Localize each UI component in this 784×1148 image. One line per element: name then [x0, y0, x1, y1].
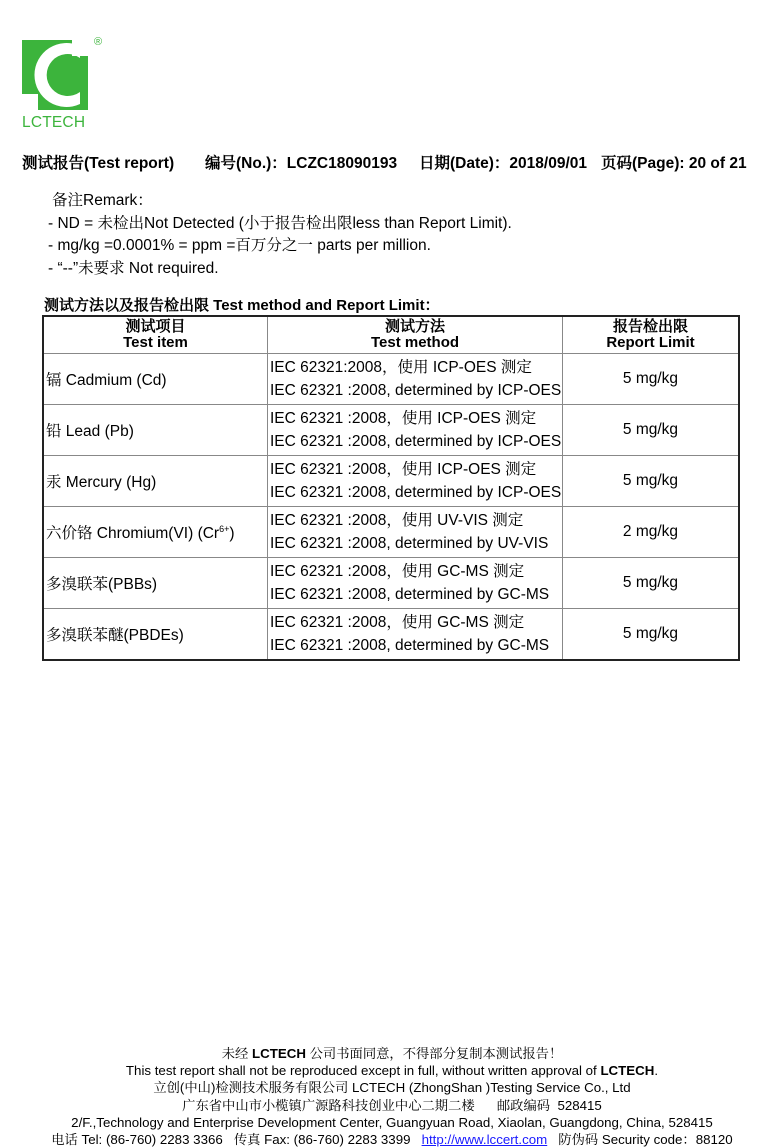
- table-row: [43, 558, 739, 609]
- test-item-cell: 镉 Cadmium (Cd): [43, 354, 268, 405]
- footer-company-name: 立创(中山)检测技术服务有限公司 LCTECH (ZhongShan )Testing Service Co., Ltd: [153, 1080, 631, 1096]
- test-item-cell: [43, 507, 268, 558]
- footer-address-cn: 广东省中山市小榄镇广源路科技创业中心二期二楼 邮政编码 528415: [182, 1097, 602, 1113]
- footer-address-en: 2/F.,Technology and Enterprise Development Center, Guangyuan Road, Xiaolan, Guangdong, China, 528415: [71, 1114, 713, 1130]
- test-method-cell: [268, 609, 563, 661]
- header-cn: 报告检出限: [612, 318, 688, 335]
- method-cn: IEC 62321 :2008，使用 ICP-OES 测定: [270, 461, 537, 478]
- company-logo: [22, 36, 112, 135]
- report-limit-cell: 5 mg/kg: [563, 609, 740, 661]
- report-limit-cell: 5 mg/kg: [563, 456, 740, 507]
- column-header-report-limit: [563, 316, 740, 354]
- report-number: 编号(No.)：LCZC18090193: [205, 155, 398, 172]
- test-method-table: [42, 315, 740, 661]
- remark-item: - ND = 未检出Not Detected (小于报告检出限less than Report Limit).: [48, 214, 512, 232]
- test-method-cell: [268, 354, 563, 405]
- table-row: [43, 609, 739, 661]
- footer-contact: [0, 1131, 784, 1148]
- method-en: IEC 62321 :2008, determined by ICP-OES: [270, 433, 562, 450]
- item-superscript: 6+: [219, 523, 230, 534]
- footer-copy-notice-en: [0, 1062, 784, 1079]
- remark-item: - “--”未要求 Not required.: [48, 259, 219, 277]
- section-title: 测试方法以及报告检出限 Test method and Report Limit：: [44, 297, 440, 314]
- report-date: 日期(Date)：2018/09/01: [419, 155, 587, 172]
- header-cn: 测试方法: [384, 318, 445, 335]
- footer-copy-notice-cn: [0, 1045, 784, 1062]
- website-link[interactable]: http://www.lccert.com: [421, 1132, 548, 1148]
- footer-text: .: [654, 1063, 659, 1079]
- table-row: [43, 456, 739, 507]
- test-item-cell: 铅 Lead (Pb): [43, 405, 268, 456]
- method-cn: IEC 62321 :2008，使用 GC-MS 测定: [270, 563, 525, 580]
- test-method-cell: [268, 456, 563, 507]
- table-header-row: [43, 316, 739, 354]
- footer-text: This test report shall not be reproduced except in full, without written approval of: [125, 1063, 601, 1079]
- page-footer: [0, 1045, 784, 1148]
- header-en: Test item: [123, 334, 188, 351]
- header-en: Test method: [370, 334, 460, 351]
- method-cn: IEC 62321 :2008，使用 GC-MS 测定: [270, 614, 525, 631]
- footer-phone-fax: 电话 Tel: (86-760) 2283 3366 传真 Fax: (86-760) 2283 3399: [51, 1132, 422, 1148]
- report-limit-cell: 2 mg/kg: [563, 507, 740, 558]
- method-cn: IEC 62321 :2008，使用 UV-VIS 测定: [270, 512, 524, 529]
- header-cn: 测试项目: [125, 318, 186, 335]
- method-en: IEC 62321 :2008, determined by UV-VIS: [270, 535, 549, 552]
- remarks-title: 备注Remark：: [52, 192, 153, 209]
- item-text: 六价铬 Chromium(VI) (Cr: [46, 525, 220, 542]
- method-en: IEC 62321 :2008, determined by GC-MS: [270, 637, 550, 654]
- test-method-cell: [268, 507, 563, 558]
- footer-security-code: 防伪码 Security code：88120: [547, 1132, 733, 1148]
- test-item-cell: 多溴联苯(PBBs): [43, 558, 268, 609]
- table-row: [43, 405, 739, 456]
- registered-mark: ®: [94, 36, 103, 48]
- report-limit-cell: 5 mg/kg: [563, 558, 740, 609]
- method-en: IEC 62321 :2008, determined by ICP-OES: [270, 484, 562, 501]
- table-row: [43, 354, 739, 405]
- logo-brand-text: LCTECH: [22, 114, 86, 131]
- page-number: 页码(Page): 20 of 21: [601, 155, 747, 172]
- method-en: IEC 62321 :2008, determined by ICP-OES: [270, 382, 562, 399]
- remark-item: - mg/kg =0.0001% = ppm =百万分之一 parts per million.: [48, 237, 431, 254]
- method-cn: IEC 62321 :2008，使用 ICP-OES 测定: [270, 410, 537, 427]
- table-row: [43, 507, 739, 558]
- test-method-cell: [268, 558, 563, 609]
- item-text-tail: ): [229, 525, 235, 542]
- footer-text: 公司书面同意，不得部分复制本测试报告！: [305, 1046, 563, 1061]
- footer-brand: LCTECH: [600, 1063, 655, 1079]
- column-header-test-method: [268, 316, 563, 354]
- header-en: Report Limit: [606, 334, 695, 351]
- footer-brand: LCTECH: [252, 1046, 306, 1061]
- column-header-test-item: [43, 316, 268, 354]
- test-item-cell: 多溴联苯醚(PBDEs): [43, 609, 268, 661]
- footer-text: 未经: [221, 1046, 253, 1061]
- report-limit-cell: 5 mg/kg: [563, 405, 740, 456]
- method-en: IEC 62321 :2008, determined by GC-MS: [270, 586, 550, 603]
- test-method-cell: [268, 405, 563, 456]
- method-cn: IEC 62321:2008，使用 ICP-OES 测定: [270, 359, 532, 376]
- remarks-block: [48, 190, 512, 280]
- report-limit-cell: 5 mg/kg: [563, 354, 740, 405]
- report-label: 测试报告(Test report): [22, 155, 175, 172]
- lctech-logo-icon: [22, 40, 88, 110]
- test-item-cell: 汞 Mercury (Hg): [43, 456, 268, 507]
